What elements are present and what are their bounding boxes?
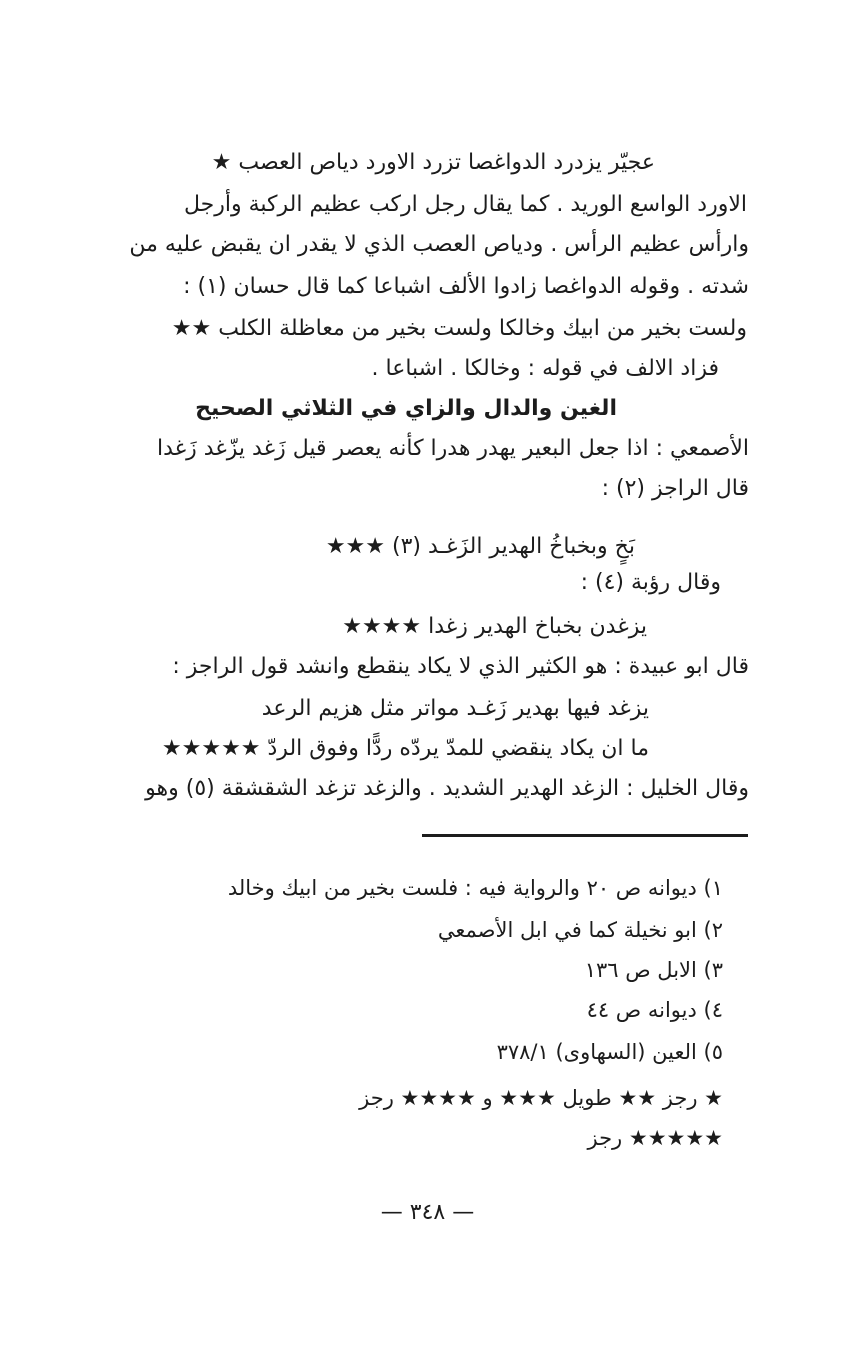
text-line: وقال رؤبة (٤) :: [580, 570, 721, 595]
footnote: ٤) ديوانه ص ٤٤: [586, 998, 723, 1022]
section-heading: الغين والدال والزاي في الثلاثي الصحيح: [195, 396, 617, 421]
verse-line: يزغد فيها بهدير زَغـد مواتر مثل هزيم الرعد: [261, 696, 649, 721]
meter-key: ★★★★★ رجز: [587, 1126, 723, 1150]
footnote-divider: [422, 834, 748, 837]
verse-line: ولست بخير من ابيك وخالكا ولست بخير من معاظلة الكلب ★★: [171, 316, 747, 341]
verse-line: بَخٍ وبخباخُ الهدير الزَغـد (٣) ★★★: [325, 534, 635, 559]
text-line: الاورد الواسع الوريد . كما يقال رجل اركب عظيم الركبة وأرجل: [183, 192, 747, 217]
text-line: قال الراجز (٢) :: [601, 476, 749, 501]
verse-line: عجيّر يزدرد الدواغصا تزرد الاورد دياص العصب ★: [211, 150, 655, 175]
text-line: الأصمعي : اذا جعل البعير يهدر هدرا كأنه يعصر قيل زَغد يزّغد زَغدا: [156, 436, 749, 461]
meter-key: ★ رجز ★★ طويل ★★★ و ★★★★ رجز: [359, 1086, 723, 1110]
text-line: فزاد الالف في قوله : وخالكا . اشباعا .: [371, 356, 719, 381]
verse-line: ما ان يكاد ينقضي للمدّ يردّه ردًّا وفوق الردّ ★★★★★: [161, 736, 649, 761]
footnote: ٢) ابو نخيلة كما في ابل الأصمعي: [437, 918, 723, 942]
text-line: قال ابو عبيدة : هو الكثير الذي لا يكاد ينقطع وانشد قول الراجز :: [172, 654, 749, 679]
verse-line: يزغدن بخباخ الهدير زغدا ★★★★: [342, 614, 647, 639]
text-line: وارأس عظيم الرأس . ودياص العصب الذي لا يقدر ان يقبض عليه من: [129, 232, 749, 257]
footnote: ١) ديوانه ص ٢٠ والرواية فيه : فلست بخير من ابيك وخالد: [227, 876, 723, 900]
text-line: وقال الخليل : الزغد الهدير الشديد . والزغد تزغد الشقشقة (٥) وهو: [145, 776, 749, 801]
footnote: ٥) العين (السهاوى) ٣٧٨/١: [496, 1040, 723, 1064]
page-number: — ٣٤٨ —: [380, 1200, 475, 1225]
text-line: شدته . وقوله الدواغصا زادوا الألف اشباعا كما قال حسان (١) :: [183, 274, 749, 299]
footnote: ٣) الابل ص ١٣٦: [584, 958, 723, 982]
